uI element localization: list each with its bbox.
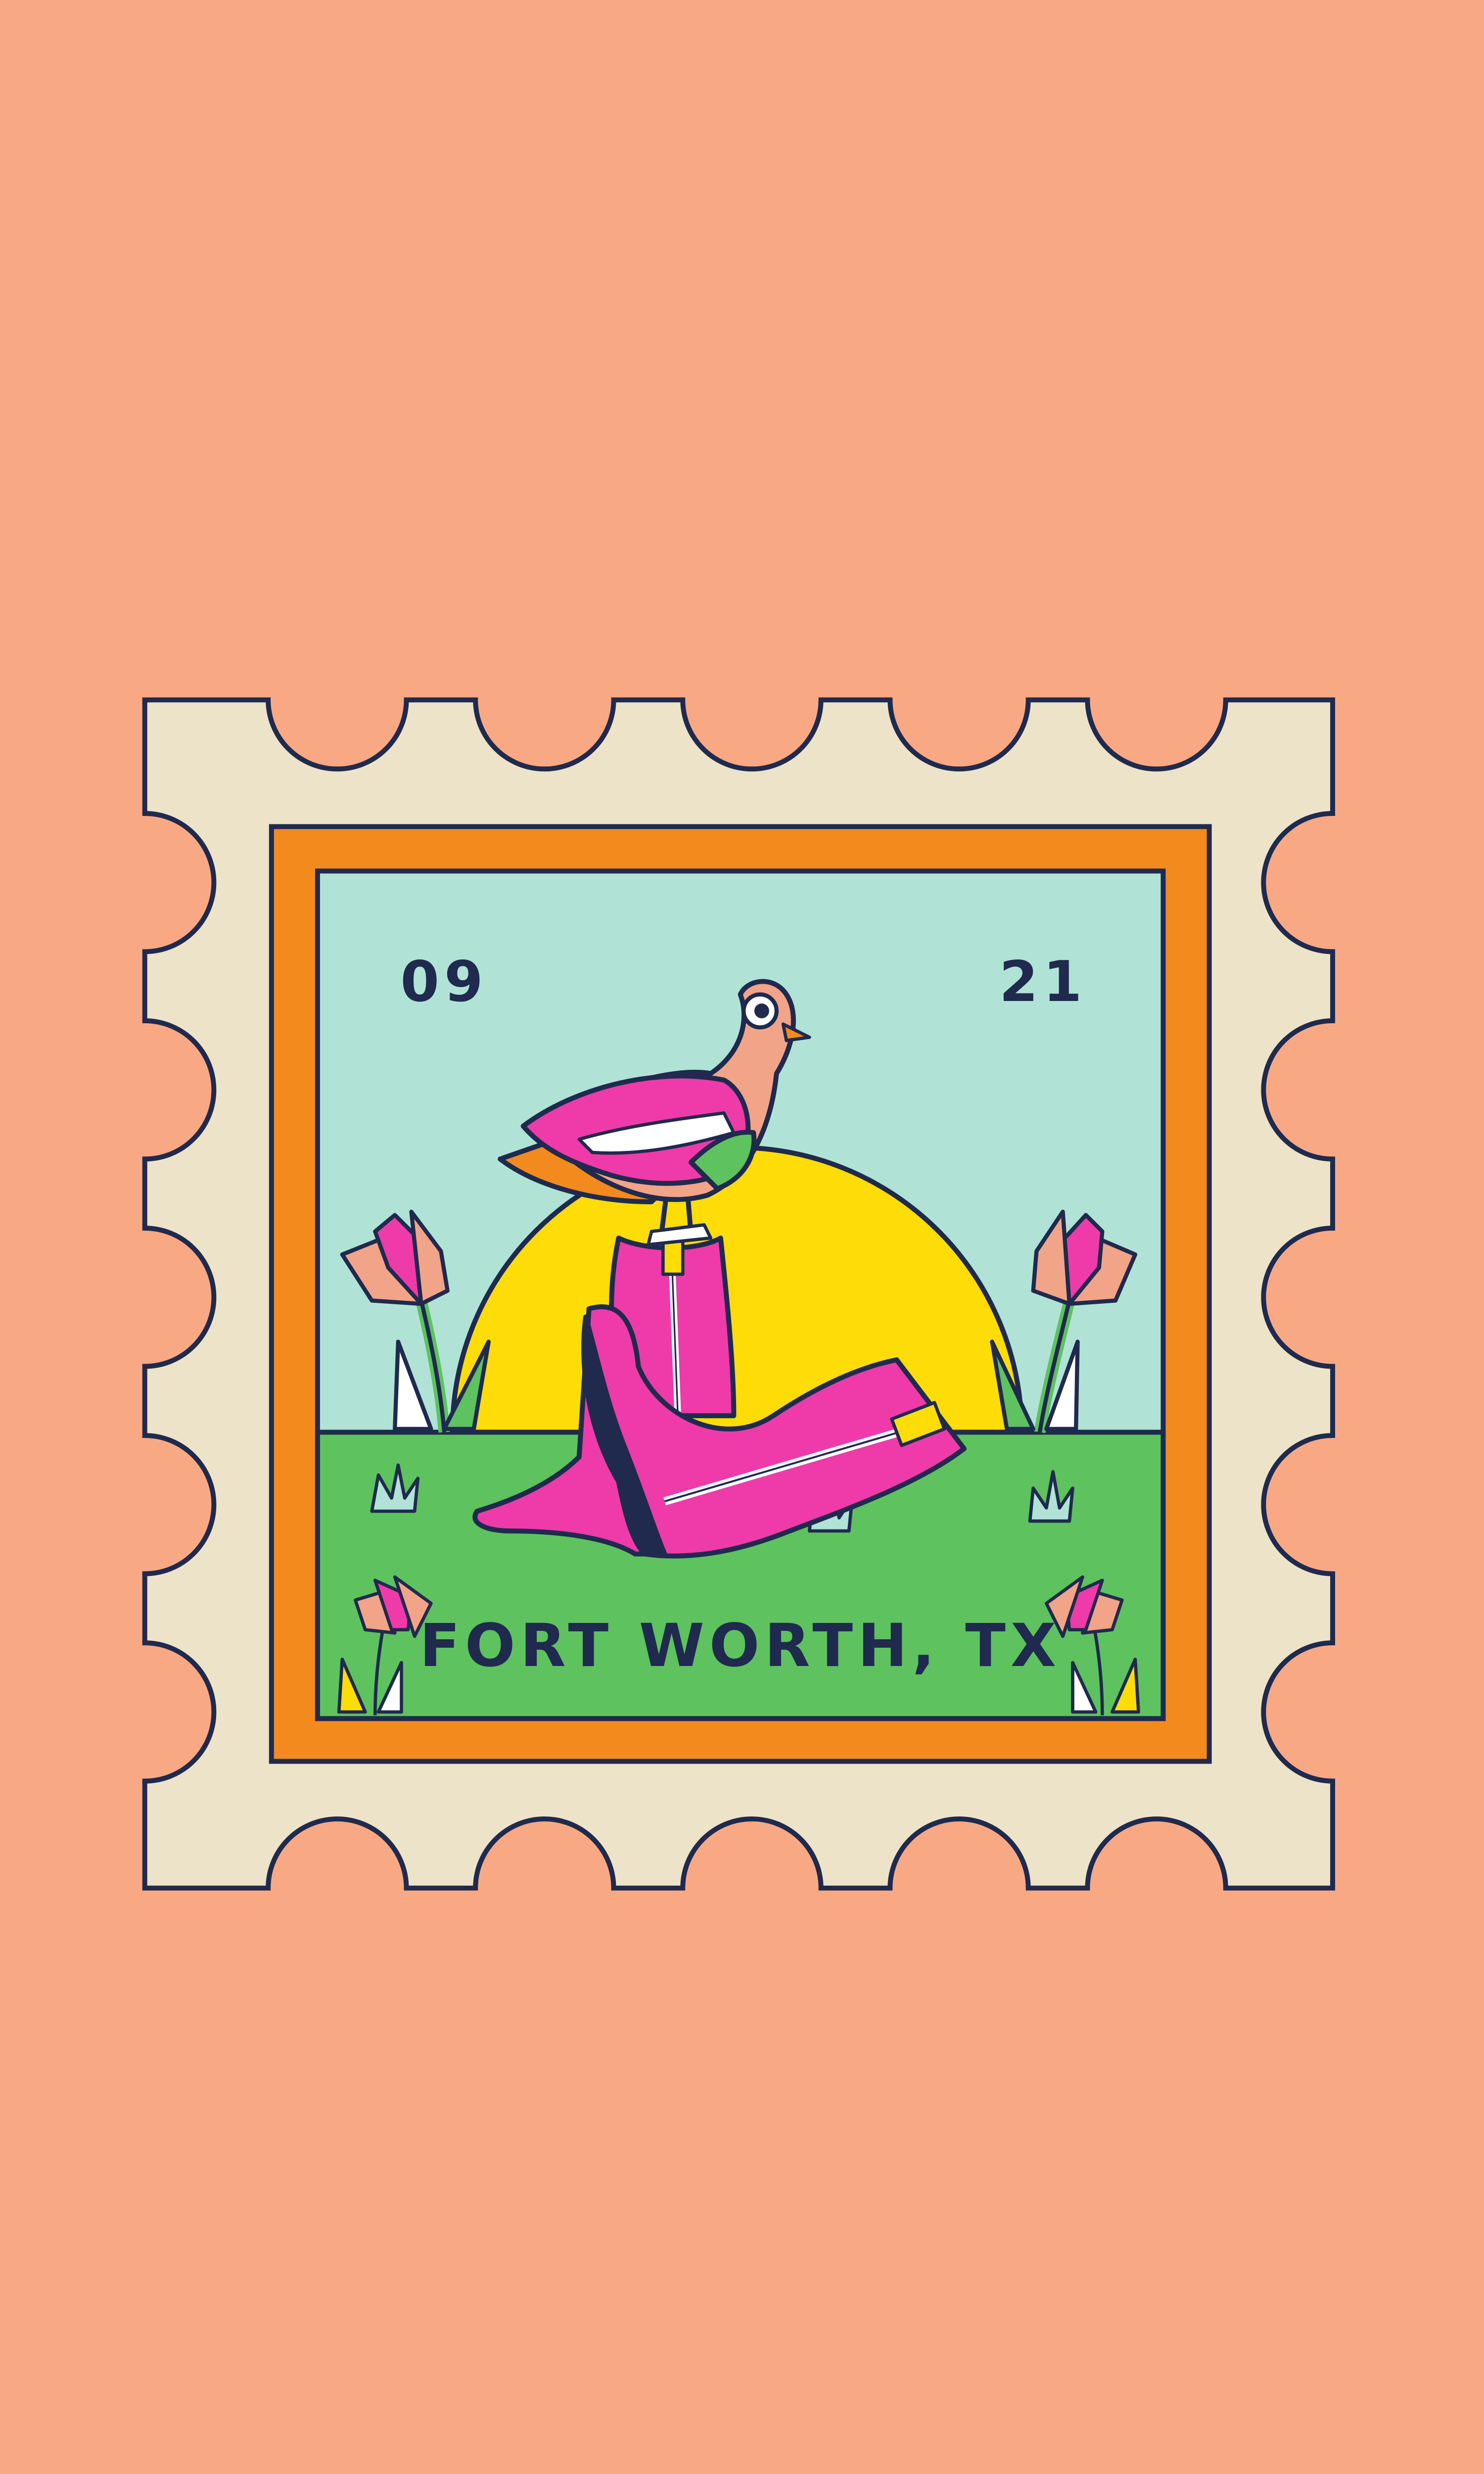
stamp-month: 09: [400, 949, 488, 1015]
stamp-year: 21: [999, 949, 1087, 1015]
stamp-caption: FORT WORTH, TX: [419, 1611, 1062, 1680]
